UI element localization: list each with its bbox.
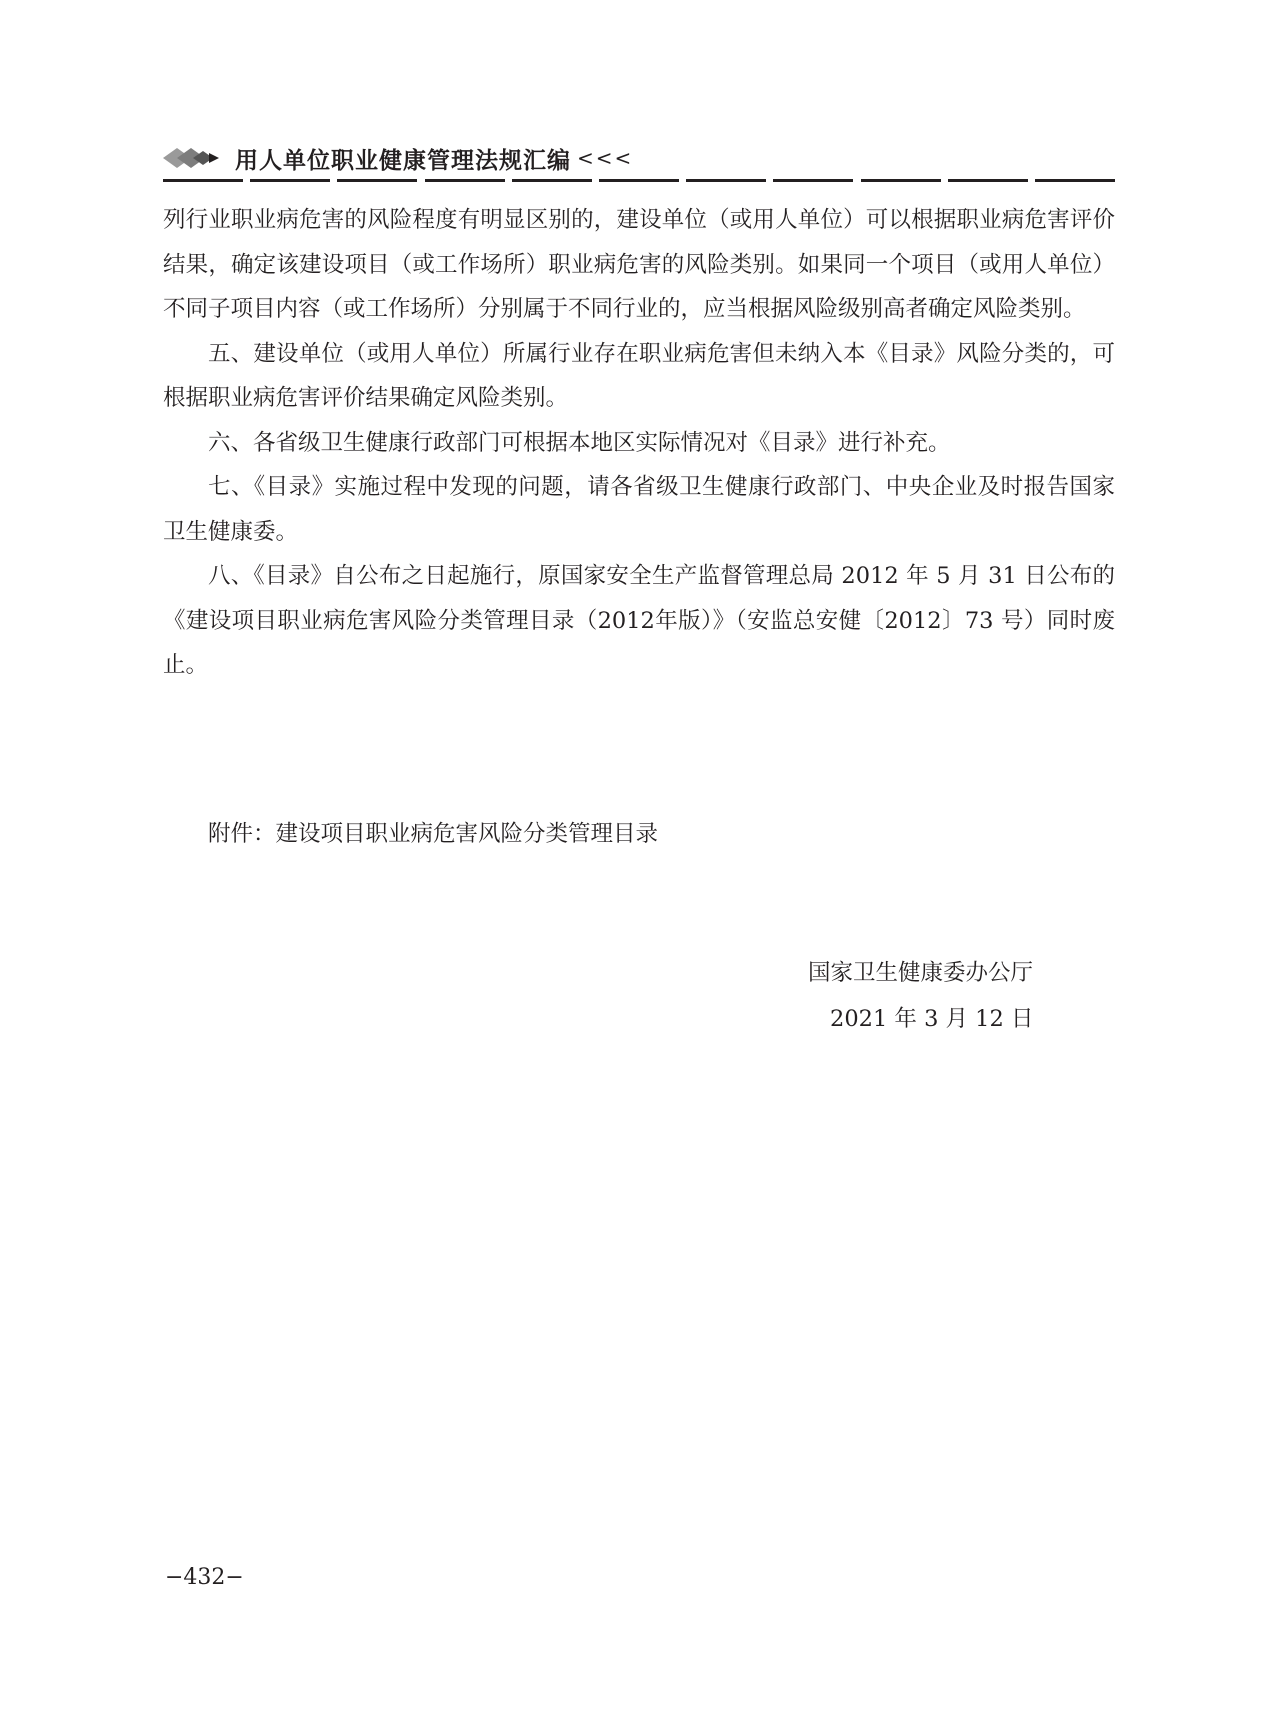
issuer-name: 国家卫生健康委办公厅	[808, 960, 1034, 986]
body-text	[163, 198, 1115, 688]
header-rule	[163, 179, 1115, 182]
paragraph-item-5: 五、建设单位（或用人单位）所属行业存在职业病危害但未纳入本《目录》风险分类的，可根据职业病危害评价结果确定风险类别。	[163, 340, 1115, 411]
double-diamond-ornament-icon	[163, 146, 225, 170]
paragraph-item-7: 七、《目录》实施过程中发现的问题，请各省级卫生健康行政部门、中央企业及时报告国家卫生健康委。	[163, 474, 1115, 545]
running-header	[163, 138, 633, 178]
book-title: 用人单位职业健康管理法规汇编	[235, 147, 571, 174]
paragraph-item-6: 六、各省级卫生健康行政部门可根据本地区实际情况对《目录》进行补充。	[208, 429, 951, 456]
issue-date: 2021 年 3 月 12 日	[830, 1006, 1034, 1032]
paragraph-item-8: 八、《目录》自公布之日起施行，原国家安全生产监督管理总局 2012 年 5 月 31 日公布的《建设项目职业病危害风险分类管理目录（2012年版）》（安监总安健〔2012〕73 号）同时废止。	[163, 563, 1115, 678]
signature-block	[800, 950, 1080, 1042]
paragraph-continued: 列行业职业病危害的风险程度有明显区别的，建设单位（或用人单位）可以根据职业病危害评价结果，确定该建设项目（或工作场所）职业病危害的风险类别。如果同一个项目（或用人单位）不同子项目内容（或工作场所）分别属于不同行业的，应当根据风险级别高者确定风险类别。	[163, 207, 1115, 322]
page-number: −432−	[165, 1565, 244, 1590]
header-chevrons: <<<	[577, 146, 634, 170]
attachment-note: 附件：建设项目职业病危害风险分类管理目录	[208, 821, 659, 847]
